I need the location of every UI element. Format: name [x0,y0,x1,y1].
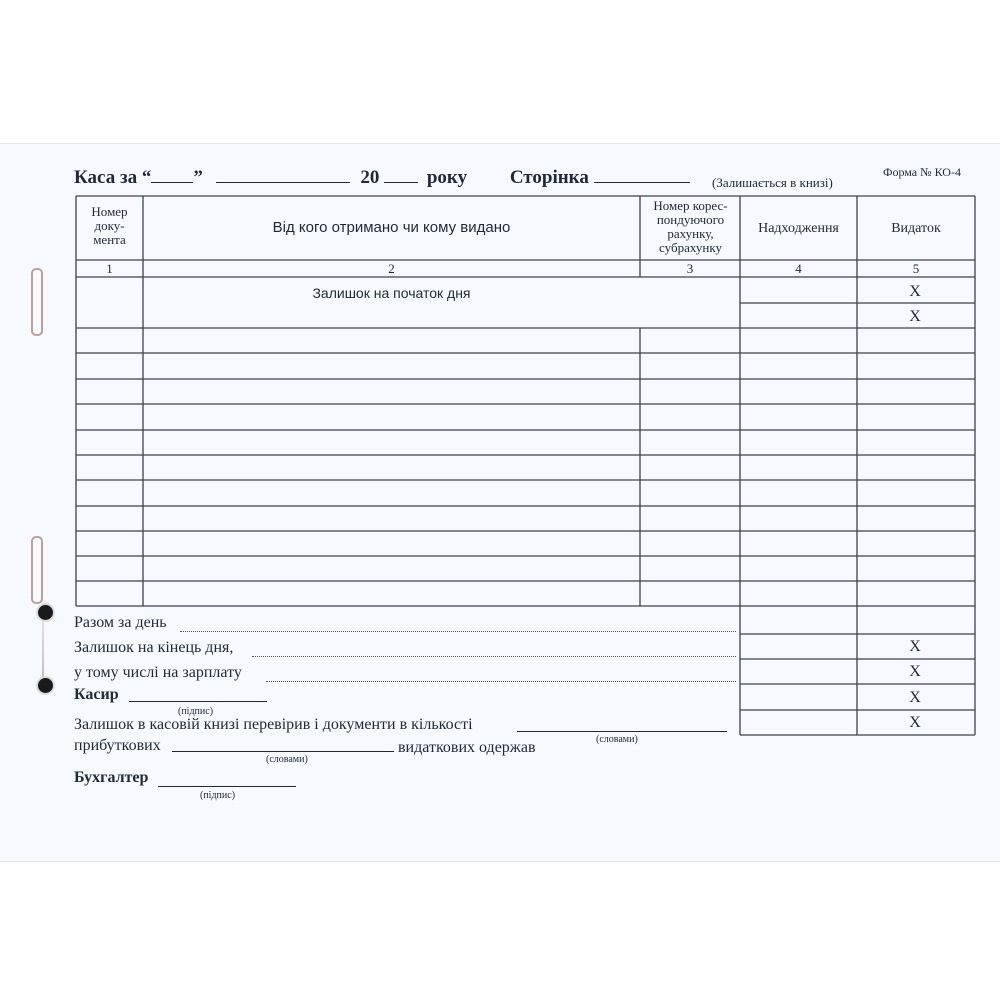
col-number-3: 3 [686,261,694,276]
x-mark-salary: X [909,663,921,680]
x-mark-check: X [909,714,921,731]
outgoing-received-label: видаткових одержав [398,739,536,756]
header-corr-line3: рахунку, [667,226,714,241]
cashier-label: Касир [74,686,119,703]
day-total-label: Разом за день [74,614,167,631]
year-suffix: року [426,167,468,188]
page-label: Сторінка [509,167,589,188]
check-text: Залишок в касовій книзі перевірив і документи в кількості [74,716,473,733]
cashier-signature-hint: (підпис) [178,706,214,717]
check-count-hint: (словами) [596,734,638,745]
incoming-count-field[interactable] [172,751,394,752]
header-doc-number-line2: доку- [94,218,125,233]
header-from-whom: Від кого отримано чи кому видано [272,219,511,236]
opening-balance-label: Залишок на початок дня [312,285,471,301]
end-balance-label: Залишок на кінець дня, [74,639,234,656]
col-number-2: 2 [388,261,395,276]
accountant-signature-field[interactable] [158,786,296,787]
header-corr-line2: пондуючого [656,212,725,227]
header-corr-line1: Номер корес- [653,198,728,213]
incl-salary-label: у тому числі на зарплату [74,664,242,681]
incoming-label: прибуткових [74,737,161,754]
keep-note: (Залишається в книзі) [712,175,833,190]
title-quote-close: ” [193,167,203,188]
year-label: 20 [360,167,380,188]
accountant-label: Бухгалтер [74,769,149,786]
header-expense: Видаток [891,221,941,236]
header-corr-line4: субрахунку [659,240,722,255]
x-mark-opening-1: X [909,283,921,300]
end-balance-dots [252,656,736,657]
check-count-field[interactable] [517,731,727,732]
cashier-signature-field[interactable] [129,701,267,702]
col-number-1: 1 [106,261,113,276]
incoming-count-hint: (словами) [266,754,308,765]
x-mark-end-balance: X [909,638,921,655]
header-receipts: Надходження [758,221,839,236]
col-number-4: 4 [795,261,802,276]
x-mark-opening-2: X [909,308,921,325]
title-prefix: Каса за “ [74,167,152,188]
header-doc-number-line1: Номер [91,204,128,219]
form-number: Форма № КО-4 [883,165,961,179]
header-doc-number [77,205,142,247]
header-doc-number-line3: мента [93,232,126,247]
x-mark-cashier: X [909,689,921,706]
incl-salary-dots [266,681,736,682]
col-number-5: 5 [912,261,920,276]
day-total-dots [180,631,736,632]
accountant-signature-hint: (підпис) [200,790,236,801]
header-corr-account [641,199,740,255]
